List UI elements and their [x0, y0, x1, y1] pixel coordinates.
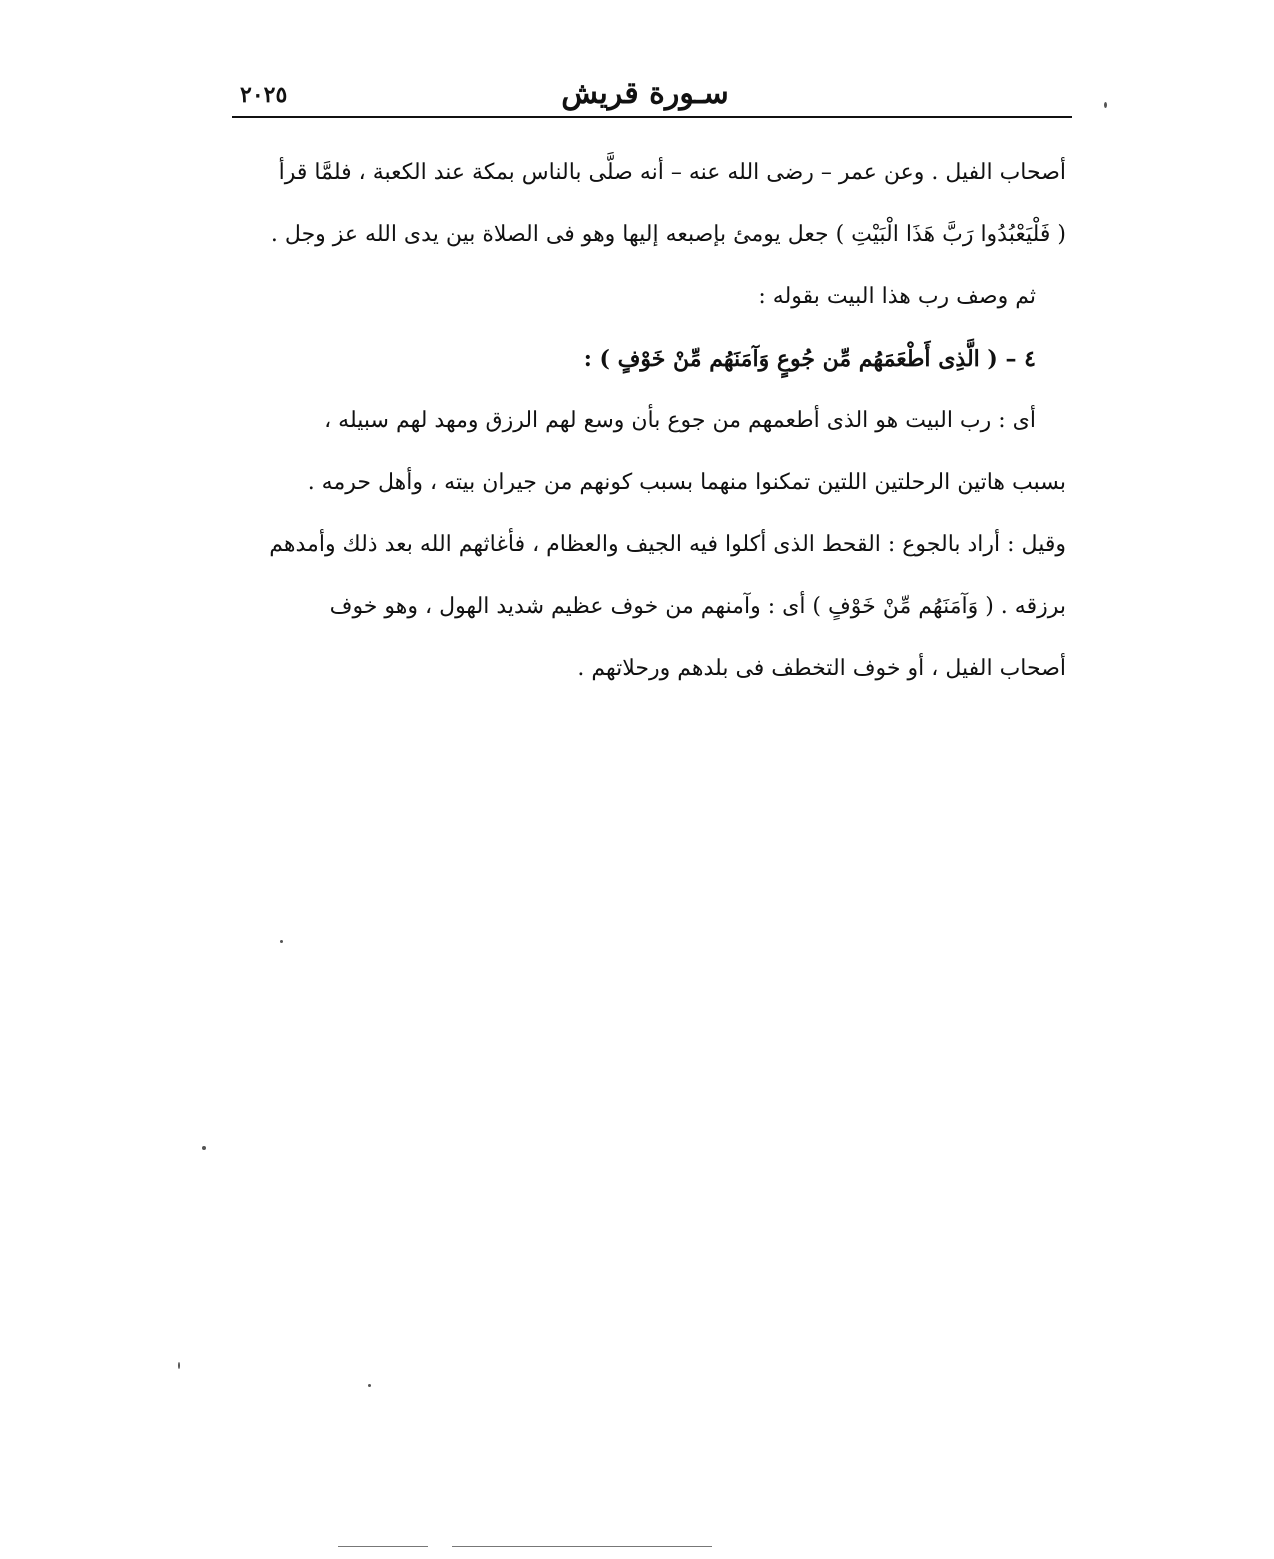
footer-rule — [452, 1546, 712, 1547]
scan-speck — [280, 940, 283, 943]
scan-speck — [368, 1384, 371, 1387]
footer-rule — [338, 1546, 428, 1547]
text-line: ( فَلْيَعْبُدُوا رَبَّ هَذَا الْبَيْتِ ) جعل يومئ بإصبعه إليها وهو فى الصلاة بين يدى الله عز وجل . — [270, 222, 1066, 247]
text-line: أصحاب الفيل . وعن عمر – رضى الله عنه – أنه صلَّى بالناس بمكة عند الكعبة ، فلمَّا قرأ — [278, 160, 1066, 185]
running-title: سـورة قريش — [561, 76, 729, 111]
verse-heading: ٤ – ( الَّذِى أَطْعَمَهُم مِّن جُوعٍ وَآمَنَهُم مِّنْ خَوْفٍ ) : — [583, 346, 1036, 372]
text-line: أصحاب الفيل ، أو خوف التخطف فى بلدهم ورحلاتهم . — [577, 656, 1066, 681]
scan-speck — [178, 1362, 180, 1369]
text-line: أى : رب البيت هو الذى أطعمهم من جوع بأن وسع لهم الرزق ومهد لهم سبيله ، — [324, 408, 1036, 433]
scan-speck — [202, 1146, 206, 1150]
page-number: ٢٠٢٥ — [240, 82, 288, 108]
page-body — [232, 142, 1066, 700]
text-line: بسبب هاتين الرحلتين اللتين تمكنوا منهما بسبب كونهم من جيران بيته ، وأهل حرمه . — [307, 470, 1066, 495]
header-rule — [232, 116, 1072, 118]
scan-speck — [1104, 102, 1107, 108]
text-line: ثم وصف رب هذا البيت بقوله : — [758, 284, 1036, 309]
text-line: وقيل : أراد بالجوع : القحط الذى أكلوا فيه الجيف والعظام ، فأغاثهم الله بعد ذلك وأمدهم — [269, 532, 1066, 557]
text-line: برزقه . ( وَآمَنَهُم مِّنْ خَوْفٍ ) أى : وآمنهم من خوف عظيم شديد الهول ، وهو خوف — [329, 594, 1066, 619]
